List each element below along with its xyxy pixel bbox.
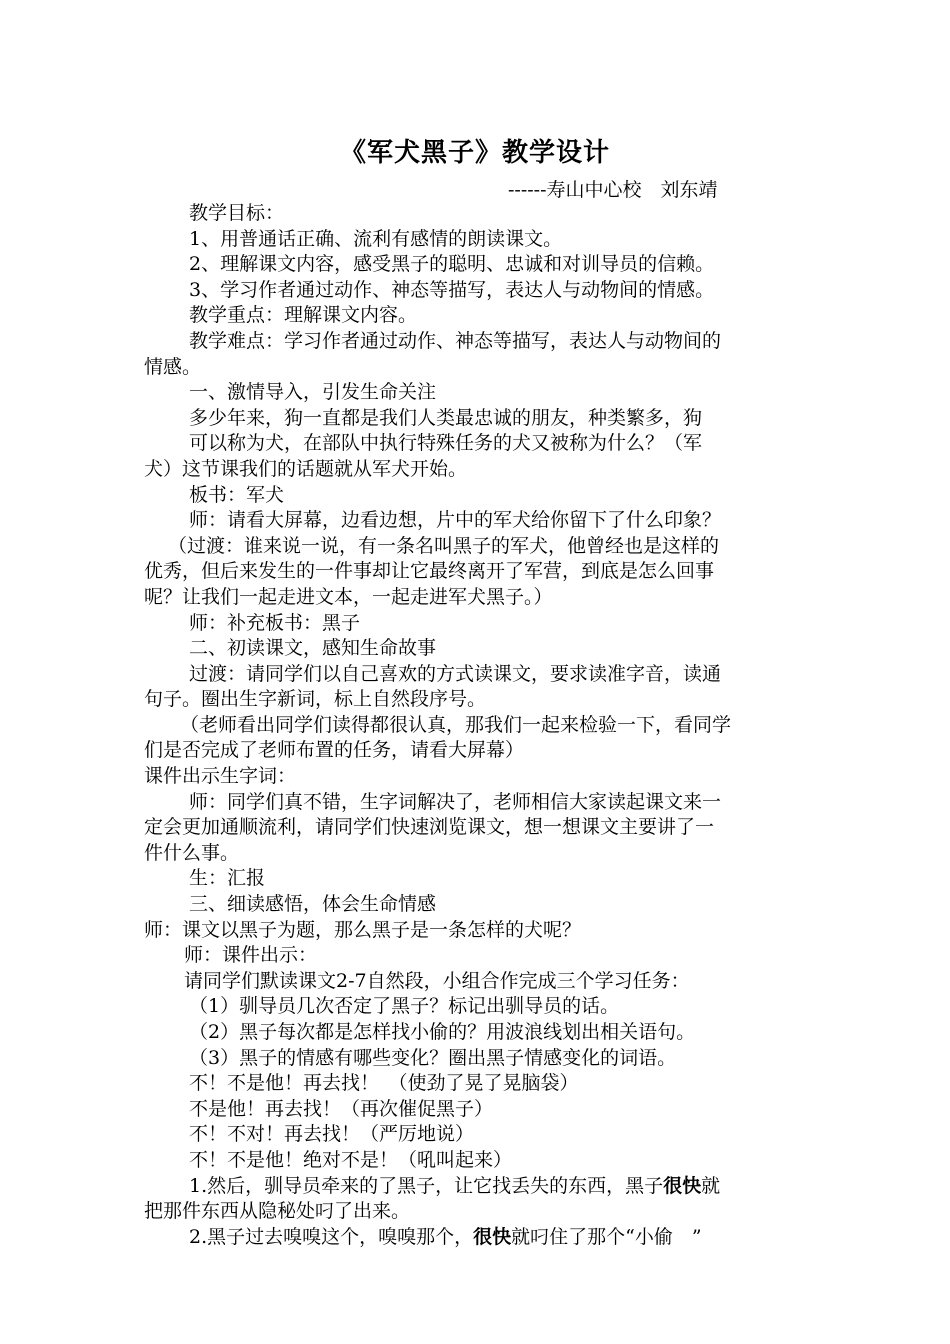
transition-line: （过渡：谁来说一说，有一条名叫黑子的军犬，他曾经也是这样的 <box>168 534 720 557</box>
paragraph-line: 件什么事。 <box>144 841 240 864</box>
paragraph-line: 句子。圈出生字新词，标上自然段序号。 <box>144 688 487 711</box>
task-intro: 请同学们默读课文2-7自然段，小组合作完成三个学习任务： <box>184 969 690 992</box>
student-line: 生：汇报 <box>189 867 266 890</box>
section-2-heading: 二、初读课文，感知生命故事 <box>189 637 437 660</box>
paragraph-line: 犬）这节课我们的话题就从军犬开始。 <box>144 457 468 480</box>
text-run: 1.然后，驯导员牵来的了黑子，让它找丢失的东西，黑子 <box>189 1174 664 1197</box>
paragraph-line: 过渡：请同学们以自己喜欢的方式读课文，要求读准字音，读通 <box>189 662 722 685</box>
paragraph-line: （老师看出同学们读得都很认真，那我们一起来检验一下，看同学 <box>180 713 732 736</box>
text-run: 就叼住了那个“小偷 ” <box>511 1225 702 1248</box>
teacher-line: 师：请看大屏幕，边看边想，片中的军犬给你留下了什么印象？ <box>189 509 722 532</box>
text-run: 2.黑子过去嗅嗅这个，嗅嗅那个， <box>189 1225 474 1248</box>
courseware-note: 课件出示生字词： <box>144 765 297 788</box>
difficult-point: 教学难点：学习作者通过动作、神态等描写，表达人与动物间的 <box>189 329 722 352</box>
numbered-paragraph-2 <box>144 1225 808 1251</box>
task-item: （2）黑子每次都是怎样找小偷的？用波浪线划出相关语句。 <box>189 1021 696 1043</box>
document-title: 《军犬黑子》教学设计 <box>339 138 610 168</box>
paragraph-line: 多少年来，狗一直都是我们人类最忠诚的朋友，种类繁多，狗 <box>189 406 703 429</box>
quote-line: 不！不是他！绝对不是！（吼叫起来） <box>189 1148 513 1171</box>
numbered-paragraph-1 <box>144 1174 808 1200</box>
paragraph-line: 们是否完成了老师布置的任务，请看大屏幕） <box>144 739 525 762</box>
numbered-paragraph-1-cont: 把那件东西从隐秘处叼了出来。 <box>144 1200 411 1223</box>
text-run: 就 <box>701 1174 721 1197</box>
objective-3: 3、学习作者通过动作、神态等描写，表达人与动物间的情感。 <box>189 278 715 301</box>
document-author: ------寿山中心校 刘东靖 <box>508 179 718 201</box>
task-item: （3）黑子的情感有哪些变化？圈出黑子情感变化的词语。 <box>189 1046 677 1069</box>
section-1-heading: 一、激情导入，引发生命关注 <box>189 381 437 404</box>
objective-1: 1、用普通话正确、流利有感情的朗读课文。 <box>189 227 563 250</box>
difficult-point-cont: 情感。 <box>144 355 202 378</box>
paragraph-line: 定会更加通顺流利，请同学们快速浏览课文，想一想课文主要讲了一 <box>144 816 715 839</box>
quote-line: 不是他！再去找！（再次催促黑子） <box>189 1097 494 1120</box>
key-point: 教学重点：理解课文内容。 <box>189 304 418 327</box>
paragraph-line: 师：同学们真不错，生字词解决了，老师相信大家读起课文来一 <box>189 790 722 813</box>
paragraph-line: 可以称为犬，在部队中执行特殊任务的犬又被称为什么？（军 <box>189 432 703 455</box>
quote-line: 不！不对！再去找！（严厉地说） <box>189 1123 475 1146</box>
transition-line: 呢？让我们一起走进文本，一起走进军犬黑子。） <box>144 585 553 608</box>
task-item: （1）驯导员几次否定了黑子？标记出驯导员的话。 <box>189 995 620 1018</box>
heading-objectives: 教学目标： <box>189 202 285 224</box>
teacher-line: 师：课文以黑子为题，那么黑子是一条怎样的犬呢？ <box>144 918 582 941</box>
objective-2: 2、理解课文内容，感受黑子的聪明、忠诚和对训导员的信赖。 <box>189 253 715 276</box>
board-note: 师：补充板书：黑子 <box>189 611 361 634</box>
section-3-heading: 三、细读感悟，体会生命情感 <box>189 893 437 916</box>
transition-line: 优秀，但后来发生的一件事却让它最终离开了军营，到底是怎么回事 <box>144 560 715 583</box>
emphasis-text: 很快 <box>473 1225 512 1248</box>
document-body <box>144 201 808 1250</box>
quote-line: 不！不是他！再去找！ （使劲了晃了晃脑袋） <box>189 1072 579 1095</box>
emphasis-text: 很快 <box>663 1174 702 1197</box>
teacher-line: 师：课件出示： <box>184 944 318 967</box>
board-note: 板书：军犬 <box>189 483 285 506</box>
